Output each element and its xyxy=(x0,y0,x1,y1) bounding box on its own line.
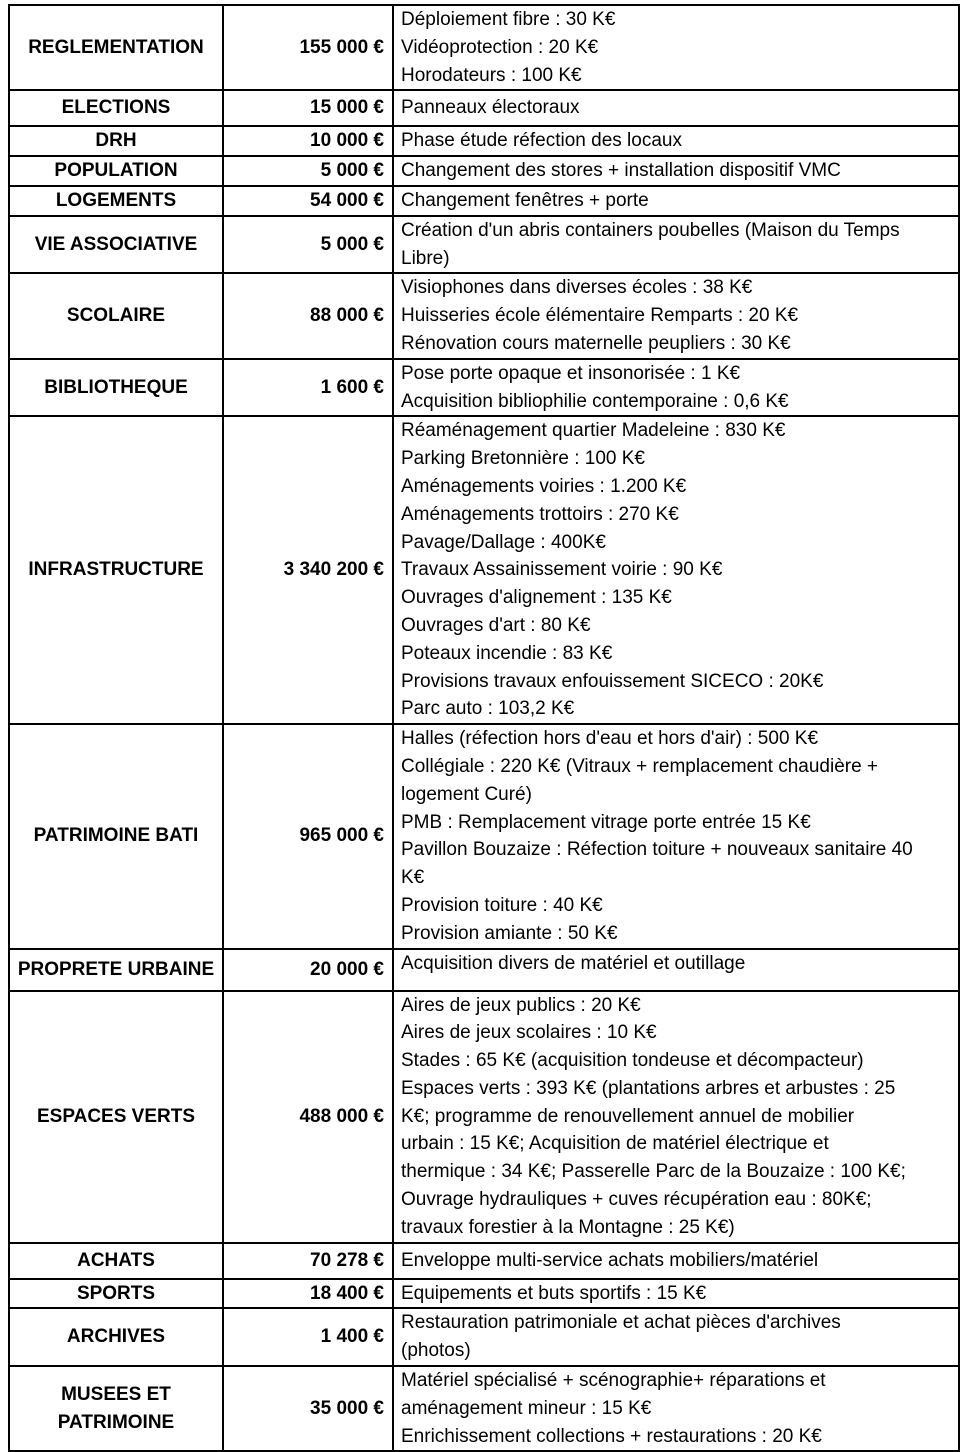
budget-amount: 5 000 € xyxy=(223,156,393,186)
description-cell xyxy=(393,1308,959,1366)
description-line: Déploiement fibre : 30 K€ xyxy=(401,9,616,30)
budget-amount: 20 000 € xyxy=(223,949,393,991)
description-line: PMB : Remplacement vitrage porte entrée 15 K€ xyxy=(401,811,811,833)
description-line: Vidéoprotection : 20 K€ xyxy=(401,36,599,58)
description-line: travaux forestier à la Montagne : 25 K€) xyxy=(401,1216,735,1238)
budget-amount: 1 600 € xyxy=(223,359,393,417)
budget-amount: 10 000 € xyxy=(223,126,393,156)
table-row xyxy=(9,359,959,417)
description-line: Provision amiante : 50 K€ xyxy=(401,922,618,944)
budget-amount: 18 400 € xyxy=(223,1279,393,1309)
description-line: Changement fenêtres + porte xyxy=(401,189,649,211)
description-line: thermique : 34 K€; Passerelle Parc de la Bouzaize : 100 K€; xyxy=(401,1161,906,1183)
description-line: Parking Bretonnière : 100 K€ xyxy=(401,448,645,470)
budget-amount: 15 000 € xyxy=(223,90,393,126)
description-cell xyxy=(393,991,959,1243)
description-cell xyxy=(393,1279,959,1309)
description-line: Aménagements voiries : 1.200 K€ xyxy=(401,475,687,497)
description-line: Visiophones dans diverses écoles : 38 K€ xyxy=(401,277,753,299)
service-name: ELECTIONS xyxy=(9,90,223,126)
description-line: urbain : 15 K€; Acquisition de matériel électrique et xyxy=(401,1133,829,1155)
description-line: Travaux Assainissement voirie : 90 K€ xyxy=(401,559,723,581)
description-line: Ouvrages d'art : 80 K€ xyxy=(401,614,591,636)
service-name: VIE ASSOCIATIVE xyxy=(9,216,223,274)
service-name: ESPACES VERTS xyxy=(9,991,223,1243)
description-cell xyxy=(393,126,959,156)
budget-amount: 965 000 € xyxy=(223,724,393,948)
description-cell xyxy=(393,1243,959,1279)
description-line: Acquisition bibliophilie contemporaine : 0,6 K€ xyxy=(401,390,789,412)
service-name: INFRASTRUCTURE xyxy=(9,416,223,724)
description-line: Libre) xyxy=(401,247,450,269)
budget-amount: 88 000 € xyxy=(223,273,393,358)
service-name: POPULATION xyxy=(9,156,223,186)
description-line: Pavage/Dallage : 400K€ xyxy=(401,531,606,553)
description-line: Parc auto : 103,2 K€ xyxy=(401,698,575,720)
service-name: ARCHIVES xyxy=(9,1308,223,1366)
table-row xyxy=(9,90,959,126)
table-row xyxy=(9,186,959,216)
description-line: logement Curé) xyxy=(401,783,532,805)
description-line: Aires de jeux publics : 20 K€ xyxy=(401,994,641,1016)
description-line: Réaménagement quartier Madeleine : 830 K€ xyxy=(401,420,786,442)
description-cell xyxy=(393,5,959,90)
table-row xyxy=(9,416,959,724)
budget-amount: 155 000 € xyxy=(223,5,393,90)
table-row xyxy=(9,1308,959,1366)
budget-amount: 70 278 € xyxy=(223,1243,393,1279)
description-line: Espaces verts : 393 K€ (plantations arbres et arbustes : 25 xyxy=(401,1077,896,1099)
service-name: LOGEMENTS xyxy=(9,186,223,216)
budget-amount: 488 000 € xyxy=(223,991,393,1243)
description-line: Stades : 65 K€ (acquisition tondeuse et décompacteur) xyxy=(401,1050,864,1072)
table-row xyxy=(9,5,959,90)
table-row xyxy=(9,949,959,991)
description-line: Phase étude réfection des locaux xyxy=(401,130,682,152)
description-line: Pose porte opaque et insonorisée : 1 K€ xyxy=(401,362,741,384)
service-name: REGLEMENTATION xyxy=(9,5,223,90)
description-line: K€ xyxy=(401,867,425,889)
table-row xyxy=(9,991,959,1243)
description-line: Aires de jeux scolaires : 10 K€ xyxy=(401,1022,657,1044)
table-row xyxy=(9,126,959,156)
description-line: Enrichissement collections + restaurations : 20 K€ xyxy=(401,1425,822,1447)
description-line: Changement des stores + installation dispositif VMC xyxy=(401,160,841,182)
budget-amount: 5 000 € xyxy=(223,216,393,274)
description-line: Equipements et buts sportifs : 15 K€ xyxy=(401,1282,707,1304)
service-name: SPORTS xyxy=(9,1279,223,1309)
description-cell xyxy=(393,724,959,948)
description-cell xyxy=(393,156,959,186)
description-cell xyxy=(393,186,959,216)
description-line: Panneaux électoraux xyxy=(401,97,580,119)
table-row xyxy=(9,1366,959,1451)
description-line: K€; programme de renouvellement annuel de mobilier xyxy=(401,1105,855,1127)
service-name: DRH xyxy=(9,126,223,156)
table-row xyxy=(9,1243,959,1279)
budget-table xyxy=(8,4,960,1452)
service-name: PATRIMOINE BATI xyxy=(9,724,223,948)
table-row xyxy=(9,216,959,274)
description-cell xyxy=(393,359,959,417)
description-line: Restauration patrimoniale et achat pièces d'archives xyxy=(401,1312,841,1334)
description-line: aménagement mineur : 15 K€ xyxy=(401,1397,652,1419)
description-line: Pavillon Bouzaize : Réfection toiture + nouveaux sanitaire 40 xyxy=(401,839,913,861)
table-row xyxy=(9,156,959,186)
description-line: Enveloppe multi-service achats mobiliers/matériel xyxy=(401,1249,819,1271)
table-row xyxy=(9,273,959,358)
description-line: Provision toiture : 40 K€ xyxy=(401,894,603,916)
description-line: Ouvrages d'alignement : 135 K€ xyxy=(401,587,672,609)
description-line: Acquisition divers de matériel et outillage xyxy=(401,952,746,974)
description-line: Création d'un abris containers poubelles (Maison du Temps xyxy=(401,219,900,241)
description-line: (photos) xyxy=(401,1340,471,1362)
description-line: Horodateurs : 100 K€ xyxy=(401,64,582,86)
description-line: Matériel spécialisé + scénographie+ réparations et xyxy=(401,1370,826,1392)
budget-amount: 3 340 200 € xyxy=(223,416,393,724)
description-cell xyxy=(393,90,959,126)
description-cell xyxy=(393,949,959,991)
description-line: Collégiale : 220 K€ (Vitraux + remplacement chaudière + xyxy=(401,755,879,777)
table-row xyxy=(9,724,959,948)
description-cell xyxy=(393,216,959,274)
service-name: PROPRETE URBAINE xyxy=(9,949,223,991)
description-line: Provisions travaux enfouissement SICECO : 20K€ xyxy=(401,670,824,692)
description-line: Aménagements trottoirs : 270 K€ xyxy=(401,503,679,525)
service-name: BIBLIOTHEQUE xyxy=(9,359,223,417)
table-row xyxy=(9,1279,959,1309)
description-line: Huisseries école élémentaire Remparts : 20 K€ xyxy=(401,305,799,327)
description-cell xyxy=(393,273,959,358)
description-line: Ouvrage hydrauliques + cuves récupération eau : 80K€; xyxy=(401,1189,872,1211)
description-line: Poteaux incendie : 83 K€ xyxy=(401,642,613,664)
service-name: SCOLAIRE xyxy=(9,273,223,358)
description-line: Rénovation cours maternelle peupliers : 30 K€ xyxy=(401,332,791,354)
budget-amount: 1 400 € xyxy=(223,1308,393,1366)
service-name: MUSEES ET PATRIMOINE xyxy=(9,1366,223,1451)
description-line: Halles (réfection hors d'eau et hors d'air) : 500 K€ xyxy=(401,728,819,750)
description-cell xyxy=(393,1366,959,1451)
table-body xyxy=(9,5,959,1451)
budget-amount: 35 000 € xyxy=(223,1366,393,1451)
description-cell xyxy=(393,416,959,724)
service-name: ACHATS xyxy=(9,1243,223,1279)
budget-amount: 54 000 € xyxy=(223,186,393,216)
